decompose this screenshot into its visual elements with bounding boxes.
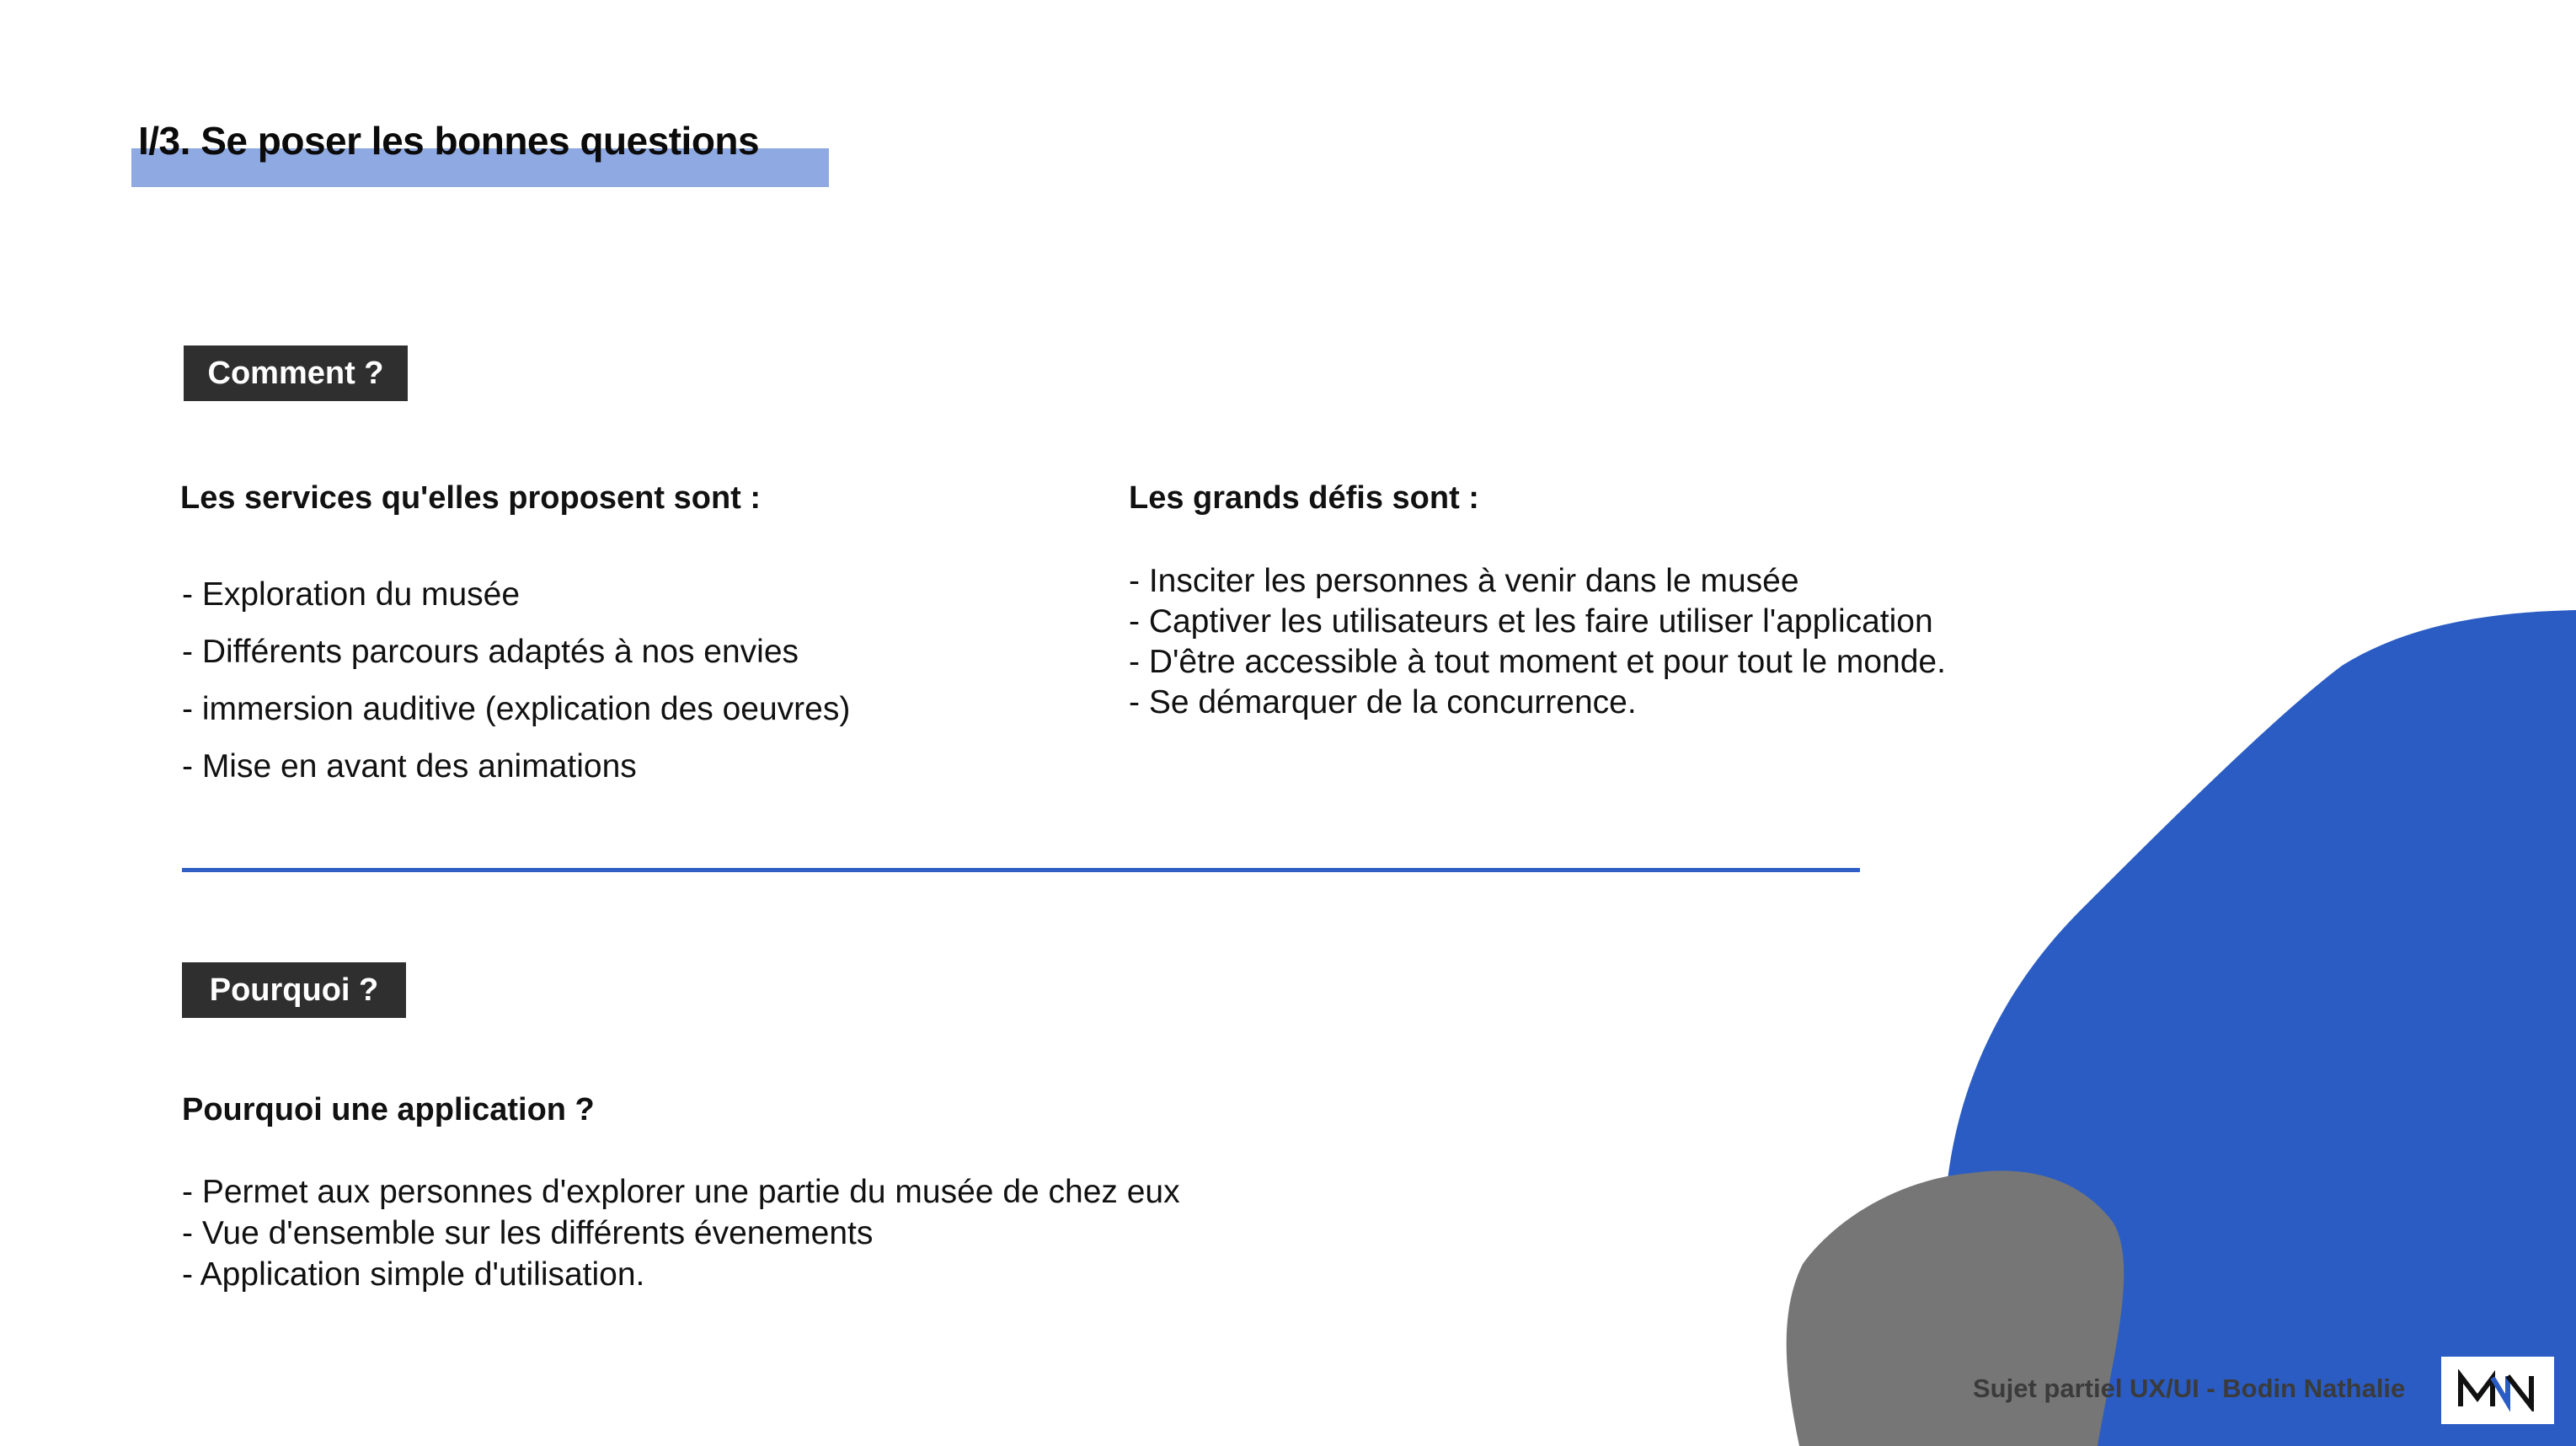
list-item: - Insciter les personnes à venir dans le musée xyxy=(1129,563,1799,599)
list-item: - Application simple d'utilisation. xyxy=(182,1256,645,1293)
list-item: - Différents parcours adaptés à nos envies xyxy=(182,634,799,670)
comment-badge: Comment ? xyxy=(184,345,408,401)
defis-heading: Les grands défis sont : xyxy=(1129,480,1479,516)
pourquoi-list xyxy=(182,1171,1180,1295)
list-item: - Exploration du musée xyxy=(182,576,521,613)
title-container xyxy=(131,118,759,163)
list-item: - D'être accessible à tout moment et pour tout le monde. xyxy=(1129,644,1946,680)
list-item: - Permet aux personnes d'explorer une partie du musée de chez eux xyxy=(182,1174,1180,1210)
section-divider xyxy=(182,868,1860,872)
list-item: - immersion auditive (explication des oeuvres) xyxy=(182,691,851,727)
services-list xyxy=(182,566,850,795)
list-item: - Mise en avant des animations xyxy=(182,748,637,785)
gray-blob-shape xyxy=(1787,1170,2124,1446)
pourquoi-badge: Pourquoi ? xyxy=(182,962,406,1018)
mn-monogram-icon xyxy=(2456,1369,2540,1411)
pourquoi-heading: Pourquoi une application ? xyxy=(182,1092,595,1127)
list-item: - Se démarquer de la concurrence. xyxy=(1129,684,1637,720)
list-item: - Captiver les utilisateurs et les faire utiliser l'application xyxy=(1129,603,1933,640)
logo xyxy=(2441,1357,2554,1424)
list-item: - Vue d'ensemble sur les différents évenements xyxy=(182,1215,874,1251)
defis-list xyxy=(1129,561,1946,723)
footer-credit: Sujet partiel UX/UI - Bodin Nathalie xyxy=(1973,1374,2406,1403)
page-title: I/3. Se poser les bonnes questions xyxy=(138,119,760,163)
services-heading: Les services qu'elles proposent sont : xyxy=(180,480,762,516)
